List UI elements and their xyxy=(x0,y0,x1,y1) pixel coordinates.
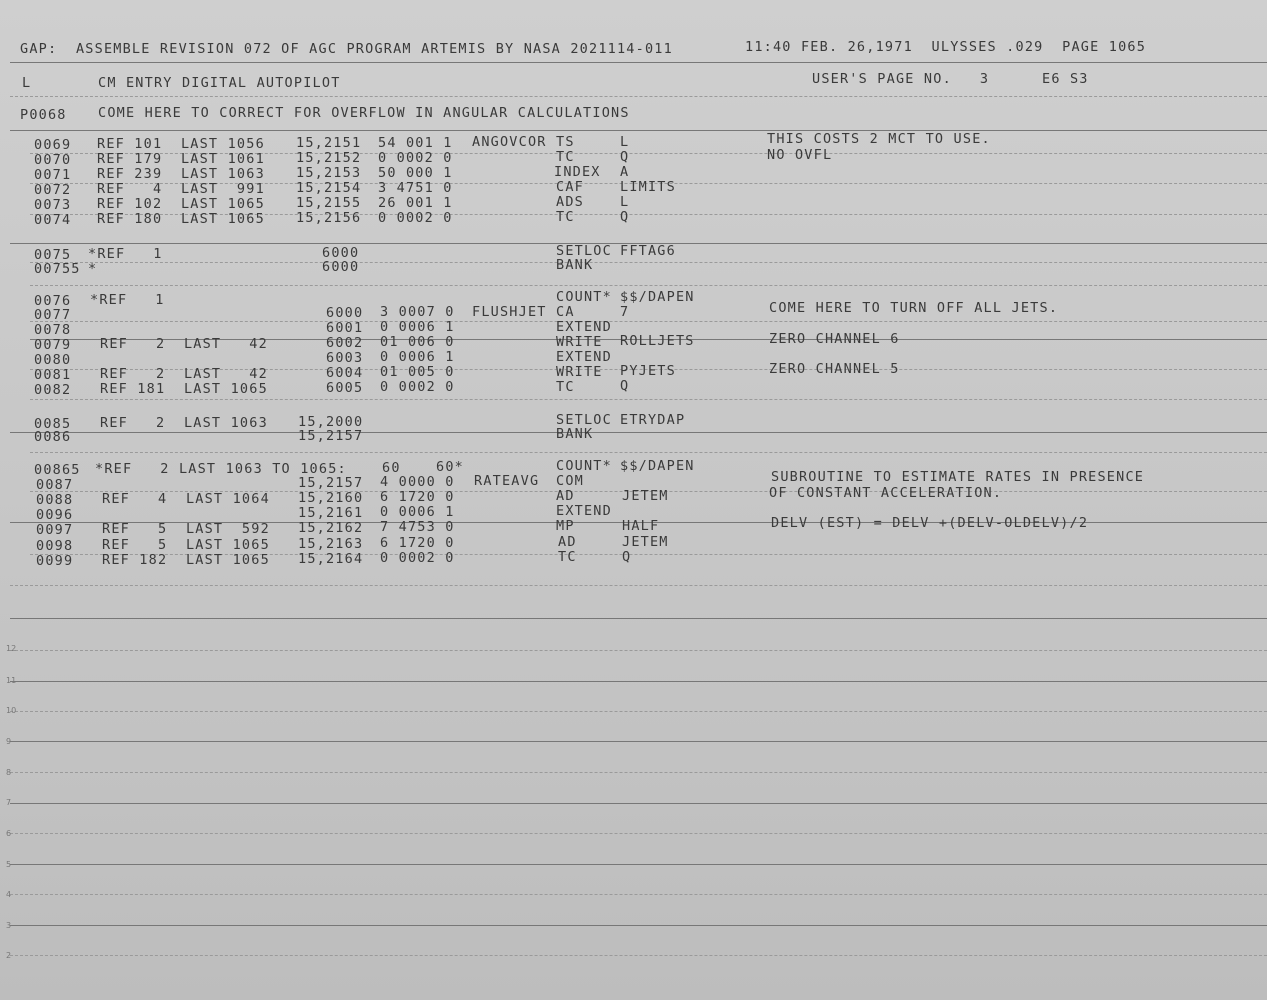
octal-code: 3 4751 0 xyxy=(378,180,453,196)
octal-code: 3 0007 0 xyxy=(380,304,455,320)
operand: L xyxy=(620,194,630,210)
opcode: TC xyxy=(558,549,577,565)
remark: ZERO CHANNEL 5 xyxy=(769,361,900,377)
margin-number: 7 xyxy=(6,798,12,807)
section-title: CM ENTRY DIGITAL AUTOPILOT xyxy=(98,75,341,91)
octal-code: 60* xyxy=(436,459,464,475)
remark: NO OVFL xyxy=(767,147,833,163)
octal-code: 4 0000 0 xyxy=(380,474,455,490)
line-number: 0078 xyxy=(34,322,72,338)
octal-code: 0 0002 0 xyxy=(380,379,455,395)
opcode: CA xyxy=(556,304,575,320)
line-number: 0088 xyxy=(36,492,74,508)
line-number: 0082 xyxy=(34,382,72,398)
line-number: 0085 xyxy=(34,416,72,432)
operand: FFTAG6 xyxy=(620,243,676,259)
address: 60 xyxy=(382,460,401,476)
address: 6003 xyxy=(326,350,364,366)
address: 6000 xyxy=(322,245,360,261)
remark: COME HERE TO TURN OFF ALL JETS. xyxy=(769,300,1059,316)
octal-code: 54 001 1 xyxy=(378,135,453,151)
opcode: COUNT* xyxy=(556,289,612,305)
address: 15,2163 xyxy=(298,536,364,552)
margin-number: 10 xyxy=(6,706,17,715)
reference: REF 179 LAST 1061 xyxy=(97,151,265,167)
reference: REF 2 LAST 42 xyxy=(100,366,268,382)
octal-code: 0 0002 0 xyxy=(378,210,453,226)
line-number: 0076 xyxy=(34,293,72,309)
line-number: 0070 xyxy=(34,152,72,168)
opcode: EXTEND xyxy=(556,319,612,335)
reference: *REF 2 LAST 1063 TO 1065: xyxy=(95,461,347,477)
opcode: SETLOC xyxy=(556,243,612,259)
label: FLUSHJET xyxy=(472,304,547,320)
comment-line-id: P0068 xyxy=(20,107,67,123)
opcode: MP xyxy=(556,518,575,534)
margin-number: 12 xyxy=(6,644,17,653)
line-number: 0071 xyxy=(34,167,72,183)
page-code: E6 S3 xyxy=(1042,71,1089,87)
line-number: 0077 xyxy=(34,307,72,323)
operand: Q xyxy=(620,149,630,165)
opcode: WRITE xyxy=(556,364,603,380)
operand: PYJETS xyxy=(620,363,676,379)
octal-code: 0 0006 1 xyxy=(380,349,455,365)
opcode: AD xyxy=(556,488,575,504)
reference: REF 2 LAST 42 xyxy=(100,336,268,352)
address: 15,2151 xyxy=(296,135,362,151)
margin-number: 5 xyxy=(6,860,12,869)
octal-code: 0 0006 1 xyxy=(380,319,455,335)
operand: Q xyxy=(620,378,630,394)
opcode: SETLOC xyxy=(556,412,612,428)
comment-line-text: COME HERE TO CORRECT FOR OVERFLOW IN ANGULAR CALCULATIONS xyxy=(98,105,630,121)
reference: REF 5 LAST 592 xyxy=(102,521,270,537)
line-number: 00755 xyxy=(34,261,81,277)
opcode: WRITE xyxy=(556,334,603,350)
line-number: 0081 xyxy=(34,367,72,383)
opcode: CAF xyxy=(556,179,584,195)
address: 15,2155 xyxy=(296,195,362,211)
reference: REF 102 LAST 1065 xyxy=(97,196,265,212)
address: 15,2162 xyxy=(298,520,364,536)
opcode: EXTEND xyxy=(556,349,612,365)
opcode: TC xyxy=(556,209,575,225)
reference: *REF 1 xyxy=(88,246,163,262)
margin-number: 11 xyxy=(6,676,17,685)
opcode: COM xyxy=(556,473,584,489)
users-page-number: USER'S PAGE NO. 3 xyxy=(812,71,990,87)
remark: ZERO CHANNEL 6 xyxy=(769,331,900,347)
remark: OF CONSTANT ACCELERATION. xyxy=(769,485,1003,501)
line-number: 0087 xyxy=(36,477,74,493)
operand: LIMITS xyxy=(620,179,676,195)
octal-code: 01 006 0 xyxy=(380,334,455,350)
line-number: 0072 xyxy=(34,182,72,198)
address: 15,2157 xyxy=(298,428,364,444)
address: 15,2164 xyxy=(298,551,364,567)
operand: Q xyxy=(620,209,630,225)
margin-number: 9 xyxy=(6,737,12,746)
margin-number: 4 xyxy=(6,890,12,899)
opcode: EXTEND xyxy=(556,503,612,519)
margin-number: 2 xyxy=(6,951,12,960)
line-number: 0096 xyxy=(36,507,74,523)
margin-number: 3 xyxy=(6,921,12,930)
address: 15,2153 xyxy=(296,165,362,181)
opcode: BANK xyxy=(556,426,594,442)
octal-code: 0 0002 0 xyxy=(380,550,455,566)
address: 6004 xyxy=(326,365,364,381)
margin-number: 8 xyxy=(6,768,12,777)
octal-code: 50 000 1 xyxy=(378,165,453,181)
remark: THIS COSTS 2 MCT TO USE. xyxy=(767,131,991,147)
reference: REF 182 LAST 1065 xyxy=(102,552,270,568)
reference: REF 2 LAST 1063 xyxy=(100,415,268,431)
octal-code: 01 005 0 xyxy=(380,364,455,380)
address: 15,2161 xyxy=(298,505,364,521)
reference: REF 5 LAST 1065 xyxy=(102,537,270,553)
operand: 7 xyxy=(620,304,630,320)
opcode: INDEX xyxy=(554,164,601,180)
line-number: 0086 xyxy=(34,429,72,445)
label: RATEAVG xyxy=(474,473,540,489)
operand: Q xyxy=(622,549,632,565)
opcode: TC xyxy=(556,379,575,395)
address: 15,2152 xyxy=(296,150,362,166)
octal-code: 6 1720 0 xyxy=(380,489,455,505)
operand: $$/DAPEN xyxy=(620,458,695,474)
operand: ETRYDAP xyxy=(620,412,686,428)
reference: REF 180 LAST 1065 xyxy=(97,211,265,227)
address: 6000 xyxy=(322,259,360,275)
opcode: ADS xyxy=(556,194,584,210)
operand: L xyxy=(620,134,630,150)
reference: REF 4 LAST 991 xyxy=(97,181,265,197)
address: 6002 xyxy=(326,335,364,351)
opcode: BANK xyxy=(556,257,594,273)
address: 15,2160 xyxy=(298,490,364,506)
remark: DELV (EST) = DELV +(DELV-OLDELV)/2 xyxy=(771,515,1089,531)
reference: REF 181 LAST 1065 xyxy=(100,381,268,397)
line-number: 0069 xyxy=(34,137,72,153)
reference: REF 239 LAST 1063 xyxy=(97,166,265,182)
reference: REF 101 LAST 1056 xyxy=(97,136,265,152)
line-number: 0080 xyxy=(34,352,72,368)
operand: ROLLJETS xyxy=(620,333,695,349)
listing-header-right: 11:40 FEB. 26,1971 ULYSSES .029 PAGE 1065 xyxy=(745,39,1147,55)
address: 15,2000 xyxy=(298,414,364,430)
address: 15,2157 xyxy=(298,475,364,491)
address: 6000 xyxy=(326,305,364,321)
opcode: TS xyxy=(556,134,575,150)
line-number: 00865 xyxy=(34,462,81,478)
operand: HALF xyxy=(622,518,660,534)
line-number: 0074 xyxy=(34,212,72,228)
remark: SUBROUTINE TO ESTIMATE RATES IN PRESENCE xyxy=(771,469,1145,485)
opcode: TC xyxy=(556,149,575,165)
line-number: 0097 xyxy=(36,522,74,538)
octal-code: 0 0002 0 xyxy=(378,150,453,166)
label: ANGOVCOR xyxy=(472,134,547,150)
octal-code: 6 1720 0 xyxy=(380,535,455,551)
address: 15,2156 xyxy=(296,210,362,226)
line-number: 0075 xyxy=(34,247,72,263)
margin-number: 6 xyxy=(6,829,12,838)
line-number: 0099 xyxy=(36,553,74,569)
line-number: 0073 xyxy=(34,197,72,213)
octal-code: 7 4753 0 xyxy=(380,519,455,535)
opcode: AD xyxy=(558,534,577,550)
operand: $$/DAPEN xyxy=(620,289,695,305)
address: 6005 xyxy=(326,380,364,396)
address: 15,2154 xyxy=(296,180,362,196)
octal-code: 0 0006 1 xyxy=(380,504,455,520)
reference: *REF 1 xyxy=(90,292,165,308)
opcode: COUNT* xyxy=(556,458,612,474)
operand: JETEM xyxy=(622,488,669,504)
section-marker: L xyxy=(22,75,32,91)
line-number: 0098 xyxy=(36,538,74,554)
operand: A xyxy=(620,164,630,180)
reference: * xyxy=(88,261,98,277)
address: 6001 xyxy=(326,320,364,336)
line-number: 0079 xyxy=(34,337,72,353)
octal-code: 26 001 1 xyxy=(378,195,453,211)
listing-header-left: GAP: ASSEMBLE REVISION 072 OF AGC PROGRAM ARTEMIS BY NASA 2021114-011 xyxy=(20,41,673,57)
operand: JETEM xyxy=(622,534,669,550)
reference: REF 4 LAST 1064 xyxy=(102,491,270,507)
